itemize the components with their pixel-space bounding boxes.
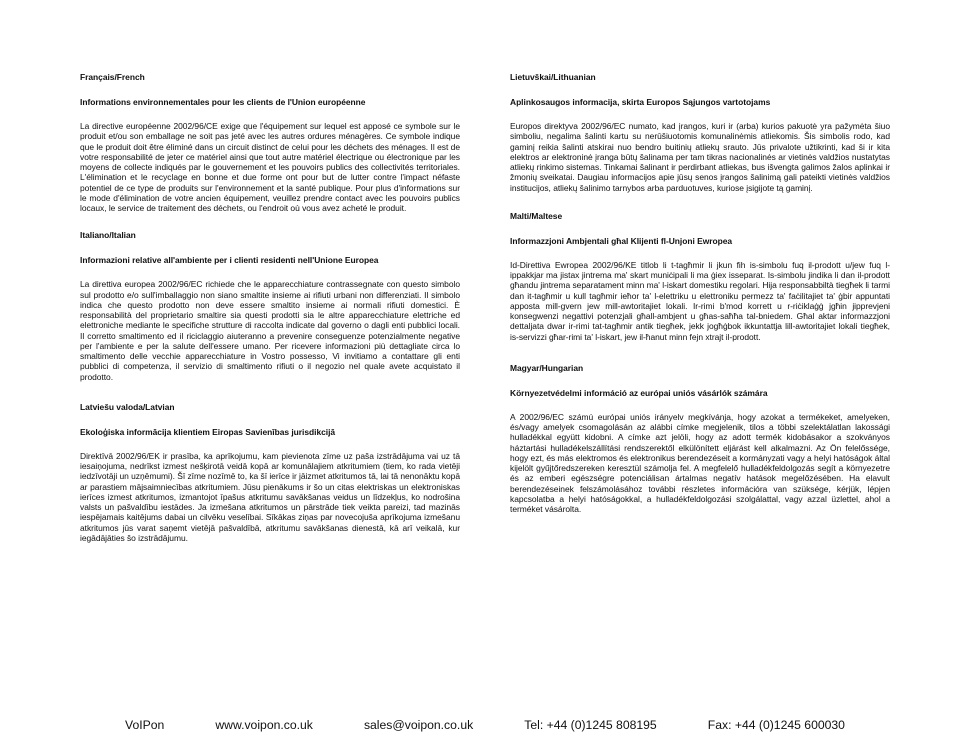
footer-fax: Fax: +44 (0)1245 600030 xyxy=(707,718,845,732)
language-label: Français/French xyxy=(80,72,145,82)
section-french xyxy=(80,72,460,213)
section-italian xyxy=(80,230,460,382)
section-latvian xyxy=(80,402,460,543)
section-body: Europos direktyva 2002/96/EC numato, kad įrangos, kuri ir (arba) kurios pakuotė yra pažymėta šiuo simboliu, negalima šalinti kartu su nerūšiuotomis komunalinėmis atliekomis. Šis simbolis rodo, kad gaminį reikia šalinti atskirai nuo bendro buitinių atliekų srauto. Jūs privalote užtikrinti, kad ši ir kita elektros ar elektroninė įranga būtų šalinama per tam tikras nacionalinės ar vietinės valdžios nustatytas atliekų rinkimo sistemas. Tinkamai šalinant ir perdirbant atliekas, bus išvengta galimos žalos aplinkai ir žmonių sveikatai. Daugiau informacijos apie jūsų senos įrangos šalinimą gali pateikti vietinės valdžios institucijos, atliekų šalinimo tarnybos arba parduotuves, kuriose įsigijote tą gaminį. xyxy=(510,121,890,193)
section-body: A 2002/96/EC számú európai uniós irányelv megkívánja, hogy azokat a termékeket, amelyeken, és/vagy amelyek csomagolásán az alábbi címke megjelenik, tilos a többi szelektálatlan lakossági hulladékkal együtt kidobni. A címke azt jelöli, hogy az adott termék kidobásakor a szokványos háztartási hulladékelszállítási rendszerektől elkülönített eljárást kell alkalmazni. Az Ön felelőssége, hogy ezt, és más elektromos és elektronikus berendezéseit a kormányzati vagy a helyi hatóságok által kijelölt gyűjtőredszereken keresztül számolja fel. A megfelelő hulladékfeldolgozás segít a környezetre és az emberi egészségre potenciálisan ártalmas negatív hatások megelőzésében. Ha elavult berendezéseinek felszámolásához további részletes információra van szüksége, kérjük, lépjen kapcsolatba a helyi hatóságokkal, a hulladékfeldolgozási szolgálattal, vagy azzal üzlettel, ahol a terméket vásárolta. xyxy=(510,411,890,514)
section-body: La direttiva europea 2002/96/EC richiede che le apparecchiature contrassegnate con questo simbolo sul prodotto e/o sull'imballaggio non siano smaltite insieme ai rifiuti urbani non differenziati. Il simbolo indica che questo prodotto non deve essere smaltito insieme ai normali rifiuti domestici. È responsabilità del proprietario smaltire sia questi prodotti sia le altre apparecchiature elettriche ed elettroniche mediante le specifiche strutture di raccolta indicate dal governo o dagli enti pubblici locali. Il corretto smaltimento ed il riciclaggio aiuteranno a prevenire conseguenze potenzialmente negative per l'ambiente e per la salute dell'essere umano. Per ricevere informazioni più dettagliate circa lo smaltimento delle vecchie apparecchiature in Vostro possesso, Vi invitiamo a contattare gli enti pubblici di competenza, il servizio di smaltimento rifiuti o il negozio nel quale avete acquistato il prodotto. xyxy=(80,279,460,382)
language-label: Magyar/Hungarian xyxy=(510,362,584,373)
language-label: Latviešu valoda/Latvian xyxy=(80,401,175,412)
section-heading: Informazzjoni Ambjentali għal Klijenti fl-Unjoni Ewropea xyxy=(510,235,733,246)
language-label: Malti/Maltese xyxy=(510,210,563,221)
section-heading: Környezetvédelmi információ az európai uniós vásárlók számára xyxy=(510,387,768,398)
section-heading: Aplinkosaugos informacija, skirta Europos Sąjungos vartotojams xyxy=(510,97,771,107)
section-body: Direktīvā 2002/96/EK ir prasība, ka aprīkojumu, kam pievienota zīme uz paša izstrādājuma vai uz tā iesaiņojuma, nedrīkst izmest nešķirotā veidā kopā ar komunālajiem atkritumiem (tiem, ko rada vietēji iedzīvotāji un uzņēmumi). Šī zīme nozīmē to, ka šī ierīce ir jāizmet atkritumos tā, lai tā nenonāktu kopā ar parastiem mājsaimniecības atkritumiem. Jūsu pienākums ir šo un citas elektriskas un elektroniskas ierīces izmest atkritumos, izmantojot īpašus atkritumu savākšanas veidus un līdzekļus, ko nodrošina valsts un pašvaldību iestādes. Ja izmešana atkritumos un pārstrāde tiek veikta pareizi, tad mazinās iespējamais kaitējums dabai un cilvēku veselībai. Sīkākas ziņas par novecojuša aprīkojuma izmešanu atkritumos jūs varat saņemt vietējā pašvaldībā, atkritumu savākšanas dienestā, kā arī veikalā, kur iegādājāties šo izstrādājumu. xyxy=(80,450,460,543)
page-footer xyxy=(125,718,845,732)
section-heading: Informazioni relative all'ambiente per i clienti residenti nell'Unione Europea xyxy=(80,255,379,266)
language-label: Italiano/Italian xyxy=(80,230,136,241)
section-maltese xyxy=(510,211,890,342)
section-lithuanian xyxy=(510,72,890,193)
section-heading: Informations environnementales pour les clients de l'Union européenne xyxy=(80,97,366,107)
footer-email: sales@voipon.co.uk xyxy=(363,718,474,732)
footer-company: VoIPon xyxy=(125,718,165,732)
left-column xyxy=(80,72,460,543)
footer-tel: Tel: +44 (0)1245 808195 xyxy=(524,718,657,732)
section-heading: Ekoloģiska informācija klientiem Eiropas Savienības jurisdikcijā xyxy=(80,426,336,437)
section-body: Id-Direttiva Ewropea 2002/96/KE titlob li t-tagħmir li jkun fih is-simbolu fuq il-prodott u/jew fuq l-ippakkjar ma jistax jintrema ma' skart muniċipali li ma ġiex isseparat. Is-simbolu jindika li dan il-prodott għandu jintrema separatament minn ma' l-iskart domestiku regolari. Hija responsabbiltà tiegħek li tarmi dan it-tagħmir u kull tagħmir ieħor ta' l-elettriku u elettroniku permezz ta' faċilitajiet ta' ġbir appuntati apposta mill-gvern jew mill-awtoritajiet lokali. Ir-rimi b'mod korrett u r-riċiklaġġ jgħin jipprevjeni konsegwenzi negattivi potenzjali għall-ambjent u għas-saħħa tal-bniedem. Għal aktar informazzjoni dettaljata dwar ir-rimi tat-tagħmir antik tiegħek, jekk jogħġbok ikkuntattja lill-awtoritajiet lokali tiegħek, is-servizzi għar-rimi ta' l-iskart, jew il-ħanut minn fejn xtrajt il-prodott. xyxy=(510,259,890,342)
footer-website: www.voipon.co.uk xyxy=(215,718,313,732)
section-hungarian xyxy=(510,363,890,515)
section-body: La directive européenne 2002/96/CE exige que l'équipement sur lequel est apposé ce symbole sur le produit et/ou son emballage ne soit pas jeté avec les autres ordures ménagères. Ce symbole indique que le produit doit être éliminé dans un circuit distinct de celui pour les déchets des ménages. Il est de votre responsabilité de jeter ce matériel ainsi que tout autre matériel électrique ou électronique par les moyens de collecte indiqués par le gouvernement et les pouvoirs publics des collectivités territoriales. L'élimination et le recyclage en bonne et due forme ont pour but de lutter contre l'impact néfaste potentiel de ce type de produits sur l'environnement et la santé publique. Pour plus d'informations sur le mode d'élimination de votre ancien équipement, veuillez prendre contact avec les pouvoirs publics locaux, le service de traitement des déchets, ou l'endroit où vous avez acheté le produit. xyxy=(80,121,460,213)
right-column xyxy=(510,72,890,514)
language-label: Lietuvškai/Lithuanian xyxy=(510,72,596,82)
